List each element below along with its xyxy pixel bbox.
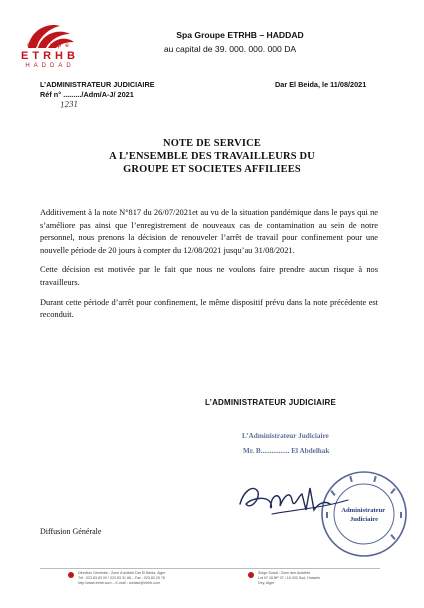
footer-right-line-3: Dey, Alger	[258, 581, 275, 585]
footer-left-line-1: Direction Générale : Zone d’activité Dar El Beida, Alger	[78, 571, 166, 575]
document-title-line2: A L’ENSEMBLE DES TRAVAILLEURS DU	[109, 151, 315, 162]
footer-left-line-2: Tél : 023 83 83 00 / 023 83 31 66 – Fax : 023 83 25 78	[78, 576, 165, 580]
logo-text-haddad: HADDAD	[25, 63, 75, 69]
handwritten-reference: 1231	[59, 98, 79, 110]
footer-right-line-2: Lot N° 28 BP 07 / 16 000 Sud, Hussein	[258, 576, 321, 580]
issuer-title: L’ADMINISTRATEUR JUDICIAIRE	[40, 80, 155, 89]
round-official-seal	[318, 468, 410, 560]
footer-right-line-1: Siège Social : Zone des Activités	[258, 571, 311, 575]
body-paragraph-2: Cette décision est motivée par le fait que nous ne voulons faire prendre aucun risque à nos travailleurs.	[40, 265, 378, 287]
company-name: Spa Groupe ETRHB – HADDAD	[176, 30, 304, 40]
footer-divider	[40, 568, 380, 569]
stamp-line-1: L’Administrateur Judiciaire	[242, 432, 329, 440]
document-title-line3: GROUPE ET SOCIETES AFFILIEES	[123, 164, 301, 175]
signatory-title: L’ADMINISTRATEUR JUDICIAIRE	[205, 398, 337, 407]
document-body	[40, 207, 378, 329]
footer-left-block	[78, 571, 218, 586]
logo-text-etrhb: ETRHB	[21, 50, 79, 62]
footer-bullet-icon	[248, 572, 254, 578]
reference-number: Réf n° ........./Adm/A-J/ 2021	[40, 90, 134, 99]
company-capital: au capital de 39. 000. 000. 000 DA	[163, 44, 297, 54]
footer-right-block	[258, 571, 368, 586]
seal-center-text: Administrateur Judiciaire	[341, 507, 386, 523]
place-and-date: Dar El Beida, le 11/08/2021	[275, 80, 367, 89]
stamp-line-2: Mr. B................ El Abdelhak	[243, 447, 330, 455]
body-paragraph-3: Durant cette période d’arrêt pour confinement, le même dispositif prévu dans la note précédente est reconduit.	[40, 297, 378, 320]
body-paragraph-1: Additivement à la note N°817 du 26/07/2021et au vu de la situation pandémique dans le pays qui ne s’améliore pas ainsi que l’enregistrement de nouveaux cas de contamination au sein de notre personnel, nous prenons la décision de renouveler l’arrêt de travail pour confinement pour une nouvelle période de 20 jours à compter du 12/08/2021 jusqu’au 31/08/2021.	[40, 208, 378, 255]
logo-text-groupe: Groupe	[27, 42, 73, 49]
footer-bullet-icon	[68, 572, 74, 578]
distribution-note: Diffusion Générale	[40, 527, 102, 536]
document-title-line1: NOTE DE SERVICE	[163, 138, 261, 149]
footer-left-line-3: http://www.etrhb.com – E-mail : contact@etrhb.com	[78, 581, 160, 585]
